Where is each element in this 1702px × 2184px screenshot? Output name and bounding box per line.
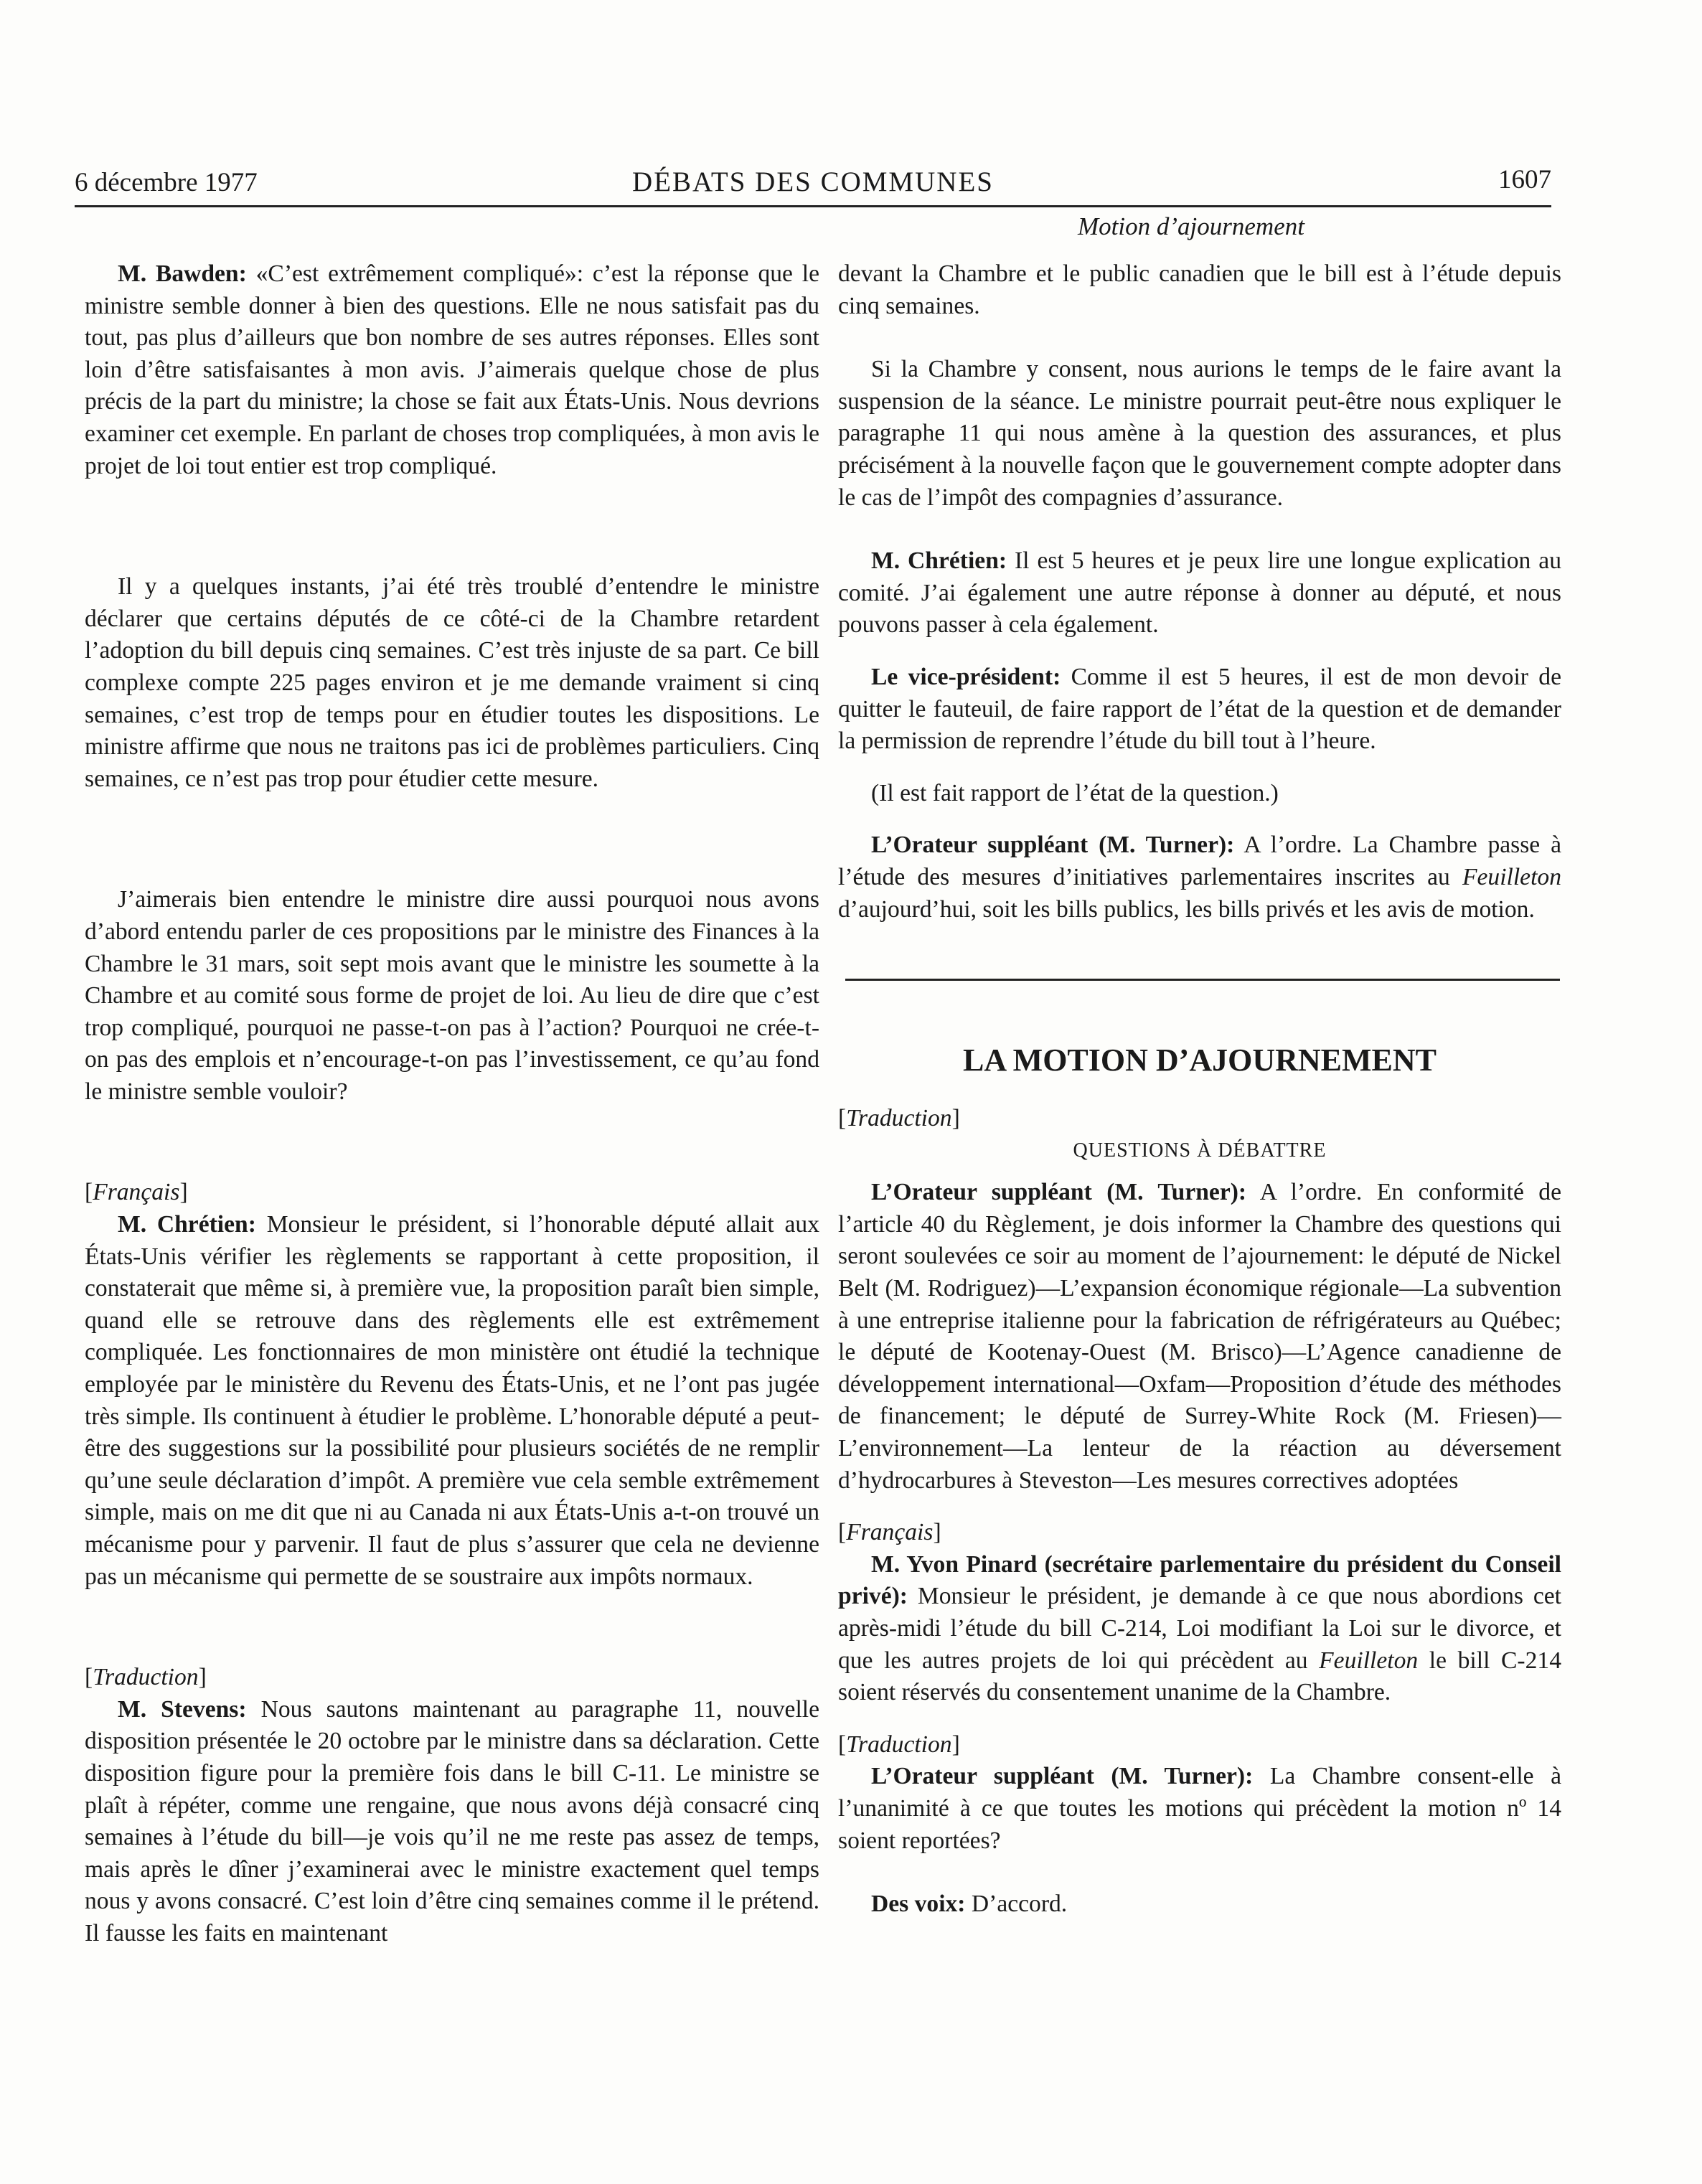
speaker-name: M. Chrétien: <box>871 547 1007 575</box>
paragraph-bawden <box>85 258 819 482</box>
paragraph-text: «C’est extrêmement compliqué»: c’est la réponse que le ministre semble donner à bien des questions. Elle ne nous satisfait pas du tout, pas plus d’ailleurs que bon nombre de ses autres réponses. Elles sont loin d’être satisfaisantes à mon avis. J’aimerais quelque chose de plus précis de la part du ministre; la chose se fait aux États-Unis. Nous devrions examiner cet exemple. En parlant de choses trop compliquées, à mon avis le projet de loi tout entier est trop compliqué. <box>85 260 819 479</box>
language-tag: [Français] <box>85 1179 188 1206</box>
paragraph-text: J’aimerais bien entendre le ministre dire aussi pourquoi nous avons d’abord entendu parler de ces propositions par le ministre des Finances à la Chambre le 31 mars, soit sept mois avant que le ministre les soumette à la Chambre et au comité sous forme de projet de loi. Au lieu de dire que c’est trop compliqué, pourquoi ne passe-t-on pas à l’action? Pourquoi ne crée-t-on pas des emplois et n’encourage-t-on pas l’investissement, ce qu’au fond le ministre semble vouloir? <box>85 886 819 1105</box>
speaker-name: Des voix: <box>871 1891 966 1918</box>
paragraph-text: Comme il est 5 heures, il est de mon devoir de quitter le fauteuil, de faire rapport de l’état de la question et de demander la permission de reprendre l’étude du bill tout à l’heure. <box>838 663 1561 755</box>
right-column <box>838 258 1561 1921</box>
language-tag: [Français] <box>838 1519 941 1546</box>
paragraph-chretien-2 <box>838 545 1561 641</box>
page-number: 1607 <box>1498 165 1551 194</box>
speaker-name: M. Chrétien: <box>118 1211 256 1238</box>
left-column <box>85 258 819 1950</box>
paragraph-vice-president <box>838 662 1561 758</box>
language-tag: [Traduction] <box>838 1731 960 1758</box>
paragraph-stevens <box>85 1694 819 1950</box>
header-title: DÉBATS DES COMMUNES <box>632 166 994 197</box>
paragraph-report <box>838 778 1561 810</box>
paragraph-orateur-2 <box>838 1177 1561 1497</box>
language-tag: [Traduction] <box>85 1664 207 1691</box>
paragraph-stevens-cont <box>838 258 1561 322</box>
speaker-name: L’Orateur suppléant (M. Turner): <box>871 832 1235 859</box>
paragraph-text: (Il est fait rapport de l’état de la question.) <box>871 779 1279 806</box>
speaker-name: M. Stevens: <box>118 1695 247 1723</box>
paragraph-pinard: M. Yvon Pinard (secrétaire parlementaire du président du Conseil privé): Monsieur le président, je demande à ce que nous abordions cet après-midi l’étude du bill C-214, Loi modifiant la Loi sur le divorce, et que les autres projets de loi qui précèdent au Feuilleton le bill C-214 soient réservés du consentement unanime de la Chambre. <box>838 1550 1561 1706</box>
subheading: QUESTIONS À DÉBATTRE <box>1073 1139 1327 1162</box>
paragraph-text: Il est 5 heures et je peux lire une longue explication au comité. J’ai également une autre réponse à donner au député, et nous pouvons passer à cela également. <box>838 547 1561 639</box>
paragraph-text: Il y a quelques instants, j’ai été très troublé d’entendre le ministre déclarer que certains députés de ce côté-ci de la Chambre retardent l’adoption du bill depuis cinq semaines. C’est très injuste de sa part. Ce bill complexe compte 225 pages environ et je me demande vraiment si cinq semaines, c’est trop de temps pour en étudier toutes les dispositions. Le ministre affirme que nous ne traitons pas ici de problèmes particuliers. Cinq semaines, ce n’est pas trop pour étudier cette mesure. <box>85 573 819 792</box>
paragraph-text: A l’ordre. En conformité de l’article 40 du Règlement, je dois informer la Chambre des questions qui seront soulevées ce soir au moment de l’ajournement: le député de Nickel Belt (M. Rodriguez)—L’expansion économique régionale—La subvention à une entreprise italienne pour la fabrication de réfrigérateurs au Québec; le député de Kootenay-Ouest (M. Brisco)—L’Agence canadienne de développement international—Oxfam—Proposition d’étude des méthodes de financement; le député de Surrey-White Rock (M. Friesen)—L’environnement—La lenteur de la réaction au déversement d’hydrocarbures à Steveston—Les mesures correctives adoptées <box>838 1179 1561 1494</box>
speaker-name: L’Orateur suppléant (M. Turner): <box>871 1763 1254 1790</box>
paragraph-bawden-2 <box>85 571 819 795</box>
paragraph-chretien <box>85 1209 819 1593</box>
paragraph-stevens-2 <box>838 354 1561 514</box>
speaker-name: L’Orateur suppléant (M. Turner): <box>871 1179 1247 1206</box>
running-subtitle: Motion d’ajournement <box>1078 212 1304 240</box>
paragraph-bawden-3 <box>85 884 819 1108</box>
section-heading: LA MOTION D’AJOURNEMENT <box>962 1042 1437 1078</box>
paragraph-text: Si la Chambre y consent, nous aurions le temps de le faire avant la suspension de la séance. Le ministre pourrait peut-être nous expliquer le paragraphe 11 qui nous amène à la question des assurances, et plus précisément à la nouvelle façon que le gouvernement compte adopter dans le cas de l’impôt des compagnies d’assurance. <box>838 356 1561 511</box>
header-date: 6 décembre 1977 <box>75 168 258 197</box>
speaker-name: M. Bawden: <box>118 260 247 287</box>
language-tag: [Traduction] <box>838 1105 960 1132</box>
speaker-name: Le vice-président: <box>871 663 1061 690</box>
paragraph-orateur-3 <box>838 1761 1561 1857</box>
paragraph-text: Nous sautons maintenant au paragraphe 11, nouvelle disposition présentée le 20 octobre par le ministre dans sa déclaration. Cette disposition figure pour la première fois dans le bill C-11. Le ministre se plaît à répéter, comme une rengaine, que nous avons déjà consacré cinq semaines à l’étude du bill—je vois qu’il ne me reste pas assez de temps, mais après le dîner j’examinerai avec le ministre exactement quel temps nous y avons consacré. C’est loin d’être cinq semaines comme il le prétend. Il fausse les faits en maintenant <box>85 1695 820 1947</box>
paragraph-des-voix <box>838 1888 1561 1921</box>
paragraph-orateur: L’Orateur suppléant (M. Turner): A l’ordre. La Chambre passe à l’étude des mesures d’initiatives parlementaires inscrites au Feuilleton d’aujourd’hui, soit les bills publics, les bills privés et les avis de motion. <box>838 832 1561 923</box>
paragraph-text: La Chambre consent-elle à l’unanimité à ce que toutes les motions qui précèdent la motion nº 14 soient reportées? <box>838 1763 1561 1854</box>
paragraph-text: devant la Chambre et le public canadien que le bill est à l’étude depuis cinq semaines. <box>838 260 1561 319</box>
paragraph-text: Monsieur le président, si l’honorable député allait aux États-Unis vérifier les règlements se rapportant à cette proposition, il constaterait que même si, à première vue, la proposition paraît bien simple, quand elle se retrouve dans des règlements elle est extrêmement compliquée. Les fonctionnaires de mon ministère ont étudié la technique employée par le ministère du Revenu des États-Unis, et ne l’ont pas jugée très simple. Ils continuent à étudier le problème. L’honorable député a peut-être des suggestions sur la possibilité pour plusieurs sociétés de ne remplir qu’une seule déclaration d’impôt. A première vue cela semble extrêmement simple, mais on me dit que ni au Canada ni aux États-Unis a-t-on trouvé un mécanisme pour y parvenir. Il faut de plus s’assurer que cela ne devienne pas un mécanisme qui permette de se soustraire aux impôts normaux. <box>85 1211 819 1590</box>
speaker-name: M. Yvon Pinard (secrétaire parlementaire du président du Conseil privé): <box>838 1550 1561 1610</box>
paragraph-text: D’accord. <box>965 1891 1068 1918</box>
page-header <box>75 161 1551 207</box>
